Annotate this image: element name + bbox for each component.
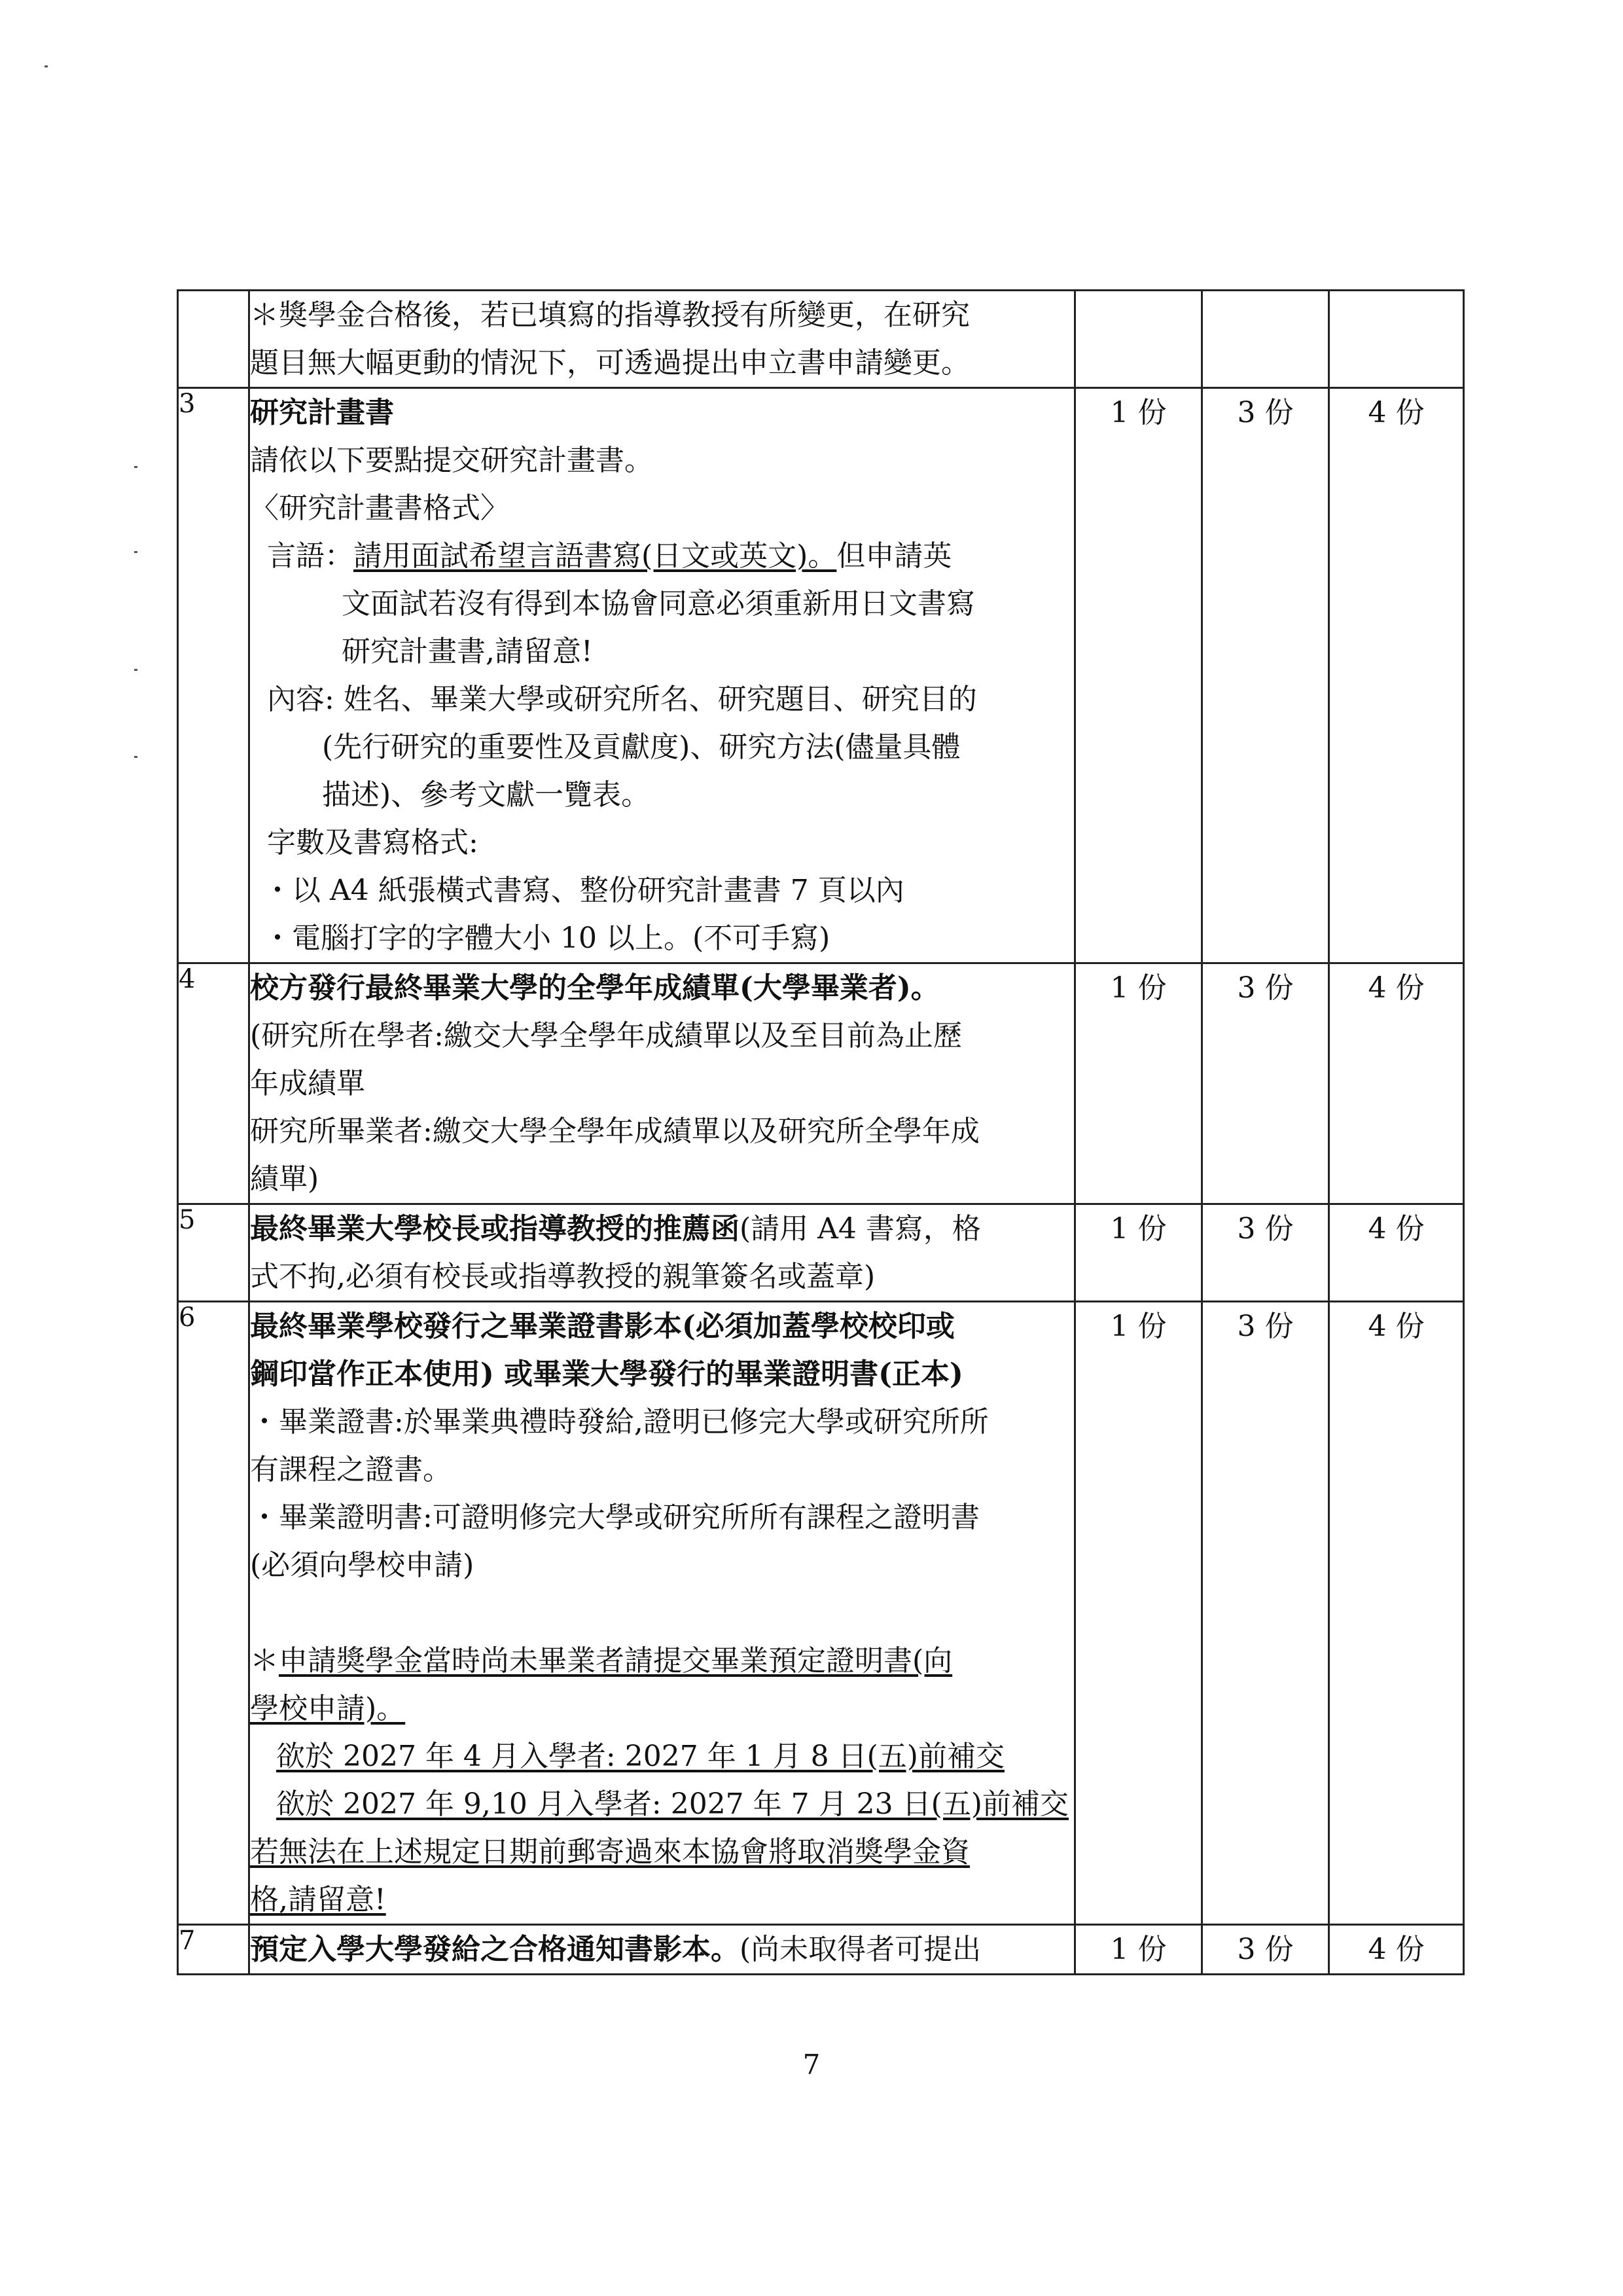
row-description-cell [249,1302,1075,1925]
text-line: (先行研究的重要性及貢獻度)、研究方法(儘量具體 [322,730,961,764]
text-line: 〈研究計畫書格式〉 [250,492,509,525]
format-label: 字數及書寫格式: [267,826,478,859]
title-line [250,1205,1074,1253]
table-row [178,1204,1464,1302]
deadline-line: 欲於 2027 年 9,10 月入學者: 2027 年 7 月 23 日(五)前補交 [276,1787,1069,1821]
bullet-line: ・畢業證明書:可證明修完大學或研究所所有課程之證明書 [250,1501,980,1534]
item-title: 校方發行最終畢業大學的全學年成績單(大學畢業者)。 [250,971,940,1005]
text-line: 績單) [250,1162,319,1196]
text-line: 內容: 姓名、畢業大學或研究所名、研究題目、研究目的 [267,683,977,716]
language-line [250,532,1074,580]
note-text: 申請獎學金當時尚未畢業者請提交畢業預定證明書(向 [279,1644,953,1677]
item-title: 研究計畫書 [250,396,394,429]
language-text: 請用面試希望言語書寫(日文或英文)。 [353,539,837,573]
text-line: 請依以下要點提交研究計畫書。 [250,444,653,477]
text-line: 研究所畢業者:繳交大學全學年成績單以及研究所全學年成 [250,1115,980,1148]
quantity-cell: 4 份 [1329,1302,1464,1925]
row-description-cell [249,1204,1075,1302]
text-line: 有課程之證書。 [250,1453,452,1486]
note-line [250,1637,1074,1685]
row-number: 7 [178,1925,249,1975]
row-number: 4 [178,963,249,1204]
text-line: 式不拘,必須有校長或指導教授的親筆簽名或蓋章) [250,1260,876,1293]
note-star: ＊ [250,1644,279,1677]
note-line: 學校申請)。 [250,1692,406,1725]
quantity-cell: 3 份 [1202,1925,1329,1975]
text-line: 研究計畫書,請留意! [342,635,593,668]
application-documents-table [177,289,1465,1975]
quantity-cell [1329,291,1464,388]
bullet-line: ・畢業證書:於畢業典禮時發給,證明已修完大學或研究所所 [250,1405,989,1439]
note-line: ＊獎學金合格後，若已填寫的指導教授有所變更，在研究 [250,298,970,332]
quantity-cell: 4 份 [1329,388,1464,963]
table-row [178,1302,1464,1925]
warning-line: 若無法在上述規定日期前郵寄過來本協會將取消獎學金資 [250,1835,970,1869]
quantity-cell: 3 份 [1202,388,1329,963]
quantity-cell: 1 份 [1075,388,1202,963]
row-number-cell [178,291,249,388]
table-row [178,388,1464,963]
quantity-cell: 4 份 [1329,1204,1464,1302]
title-tail: (請用 A4 書寫，格 [740,1212,981,1246]
row-description-cell [249,388,1075,963]
row-description-cell [249,963,1075,1204]
text-line: (研究所在學者:繳交大學全學年成績單以及至目前為止歷 [250,1019,962,1052]
page-number: 7 [802,2049,821,2081]
quantity-cell: 3 份 [1202,963,1329,1204]
deadline-line: 欲於 2027 年 4 月入學者: 2027 年 1 月 8 日(五)前補交 [276,1740,1005,1773]
language-tail: 但申請英 [836,539,952,573]
language-label: 言語： [267,539,353,573]
quantity-cell [1202,291,1329,388]
text-line: 描述)、參考文獻一覽表。 [322,778,651,812]
row-number: 5 [178,1204,249,1302]
table-row [178,291,1464,388]
quantity-cell: 1 份 [1075,963,1202,1204]
row-description-cell [249,291,1075,388]
quantity-cell: 1 份 [1075,1204,1202,1302]
row-number: 3 [178,388,249,963]
item-title: 最終畢業大學校長或指導教授的推薦函 [250,1212,740,1246]
quantity-cell: 4 份 [1329,1925,1464,1975]
item-title: 最終畢業學校發行之畢業證書影本(必須加蓋學校校印或 [250,1310,955,1343]
text-line: (必須向學校申請) [250,1549,474,1582]
quantity-cell: 1 份 [1075,1302,1202,1925]
title-line [250,1926,1074,1973]
note-line: 題目無大幅更動的情況下，可透過提出申立書申請變更。 [250,346,970,380]
bullet-line: ・以 A4 紙張橫式書寫、整份研究計畫書 7 頁以內 [263,874,904,907]
quantity-cell: 3 份 [1202,1302,1329,1925]
quantity-cell: 3 份 [1202,1204,1329,1302]
quantity-cell [1075,291,1202,388]
table-row [178,963,1464,1204]
item-title: 鋼印當作正本使用) 或畢業大學發行的畢業證明書(正本) [250,1357,963,1391]
quantity-cell: 1 份 [1075,1925,1202,1975]
warning-line: 格,請留意! [250,1883,386,1916]
text-line: 年成績單 [250,1067,365,1100]
row-description-cell [249,1925,1075,1975]
title-tail: (尚未取得者可提出 [740,1933,982,1966]
text-line: 文面試若沒有得到本協會同意必須重新用日文書寫 [342,587,975,620]
row-number: 6 [178,1302,249,1925]
quantity-cell: 4 份 [1329,963,1464,1204]
table-row [178,1925,1464,1975]
bullet-line: ・電腦打字的字體大小 10 以上。(不可手寫) [263,922,830,955]
spacer [250,1589,1074,1637]
item-title: 預定入學大學發給之合格通知書影本。 [250,1933,740,1966]
